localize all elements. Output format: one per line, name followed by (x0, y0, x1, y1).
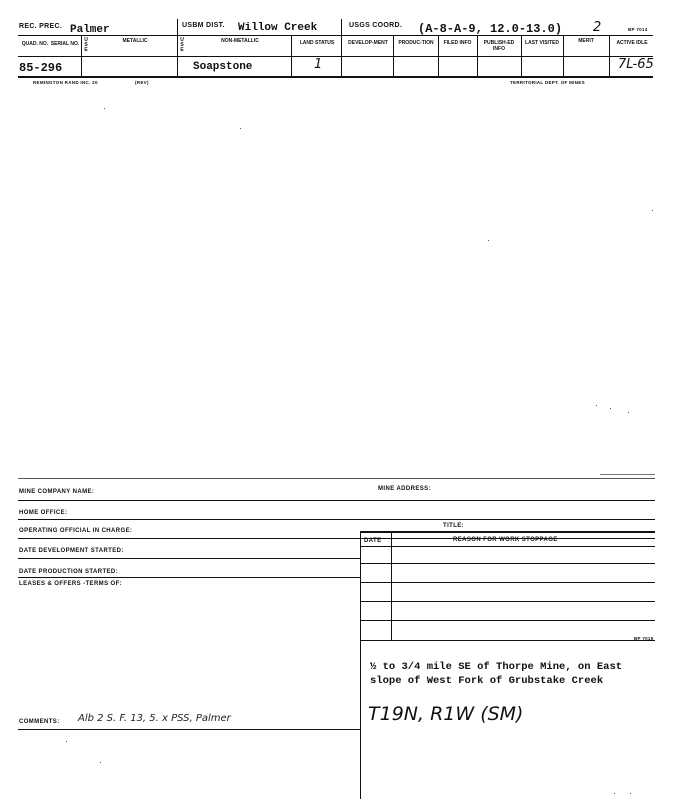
active-idle-value: 7L-65 (618, 57, 654, 72)
grid-line (609, 35, 610, 76)
rule-line (18, 729, 360, 730)
rule-line (18, 538, 655, 539)
scan-speck (66, 741, 67, 742)
grid-line (563, 35, 564, 76)
grid-line (477, 35, 478, 76)
header-nonmetallic: NON-METALLIC (221, 38, 259, 44)
rule-line (360, 563, 655, 564)
rule-line (360, 620, 655, 621)
scan-speck (240, 128, 241, 129)
scan-speck (630, 793, 631, 794)
leases-offers-label: LEASES & OFFERS -TERMS OF: (19, 581, 123, 587)
rule-line (360, 582, 655, 583)
township-note: T19N, R1W (SM) (368, 703, 524, 725)
grid-line (341, 19, 342, 76)
grid-line (18, 76, 653, 78)
rule-line (18, 519, 655, 520)
header-last-visited: LAST VISITED (525, 40, 559, 46)
usgs-coord-value: (A-8-A-9, 12.0-13.0) (418, 22, 563, 36)
date-header: DATE (364, 538, 382, 544)
date-production-started-label: DATE PRODUCTION STARTED: (19, 569, 119, 575)
grid-line (18, 35, 653, 36)
form-number-top: BP 7014 (628, 27, 648, 32)
header-merit: MERIT (578, 38, 594, 44)
scan-speck (652, 210, 653, 211)
grid-line (393, 35, 394, 76)
grid-line (291, 35, 292, 76)
header-use-metallic: U S E (84, 37, 88, 53)
rec-prec-value: Palmer (70, 24, 110, 36)
grid-line (438, 35, 439, 76)
form-number-bottom: BP 7015 (634, 636, 654, 641)
usgs-coord-label: USGS COORD. (349, 22, 403, 29)
scan-speck (488, 240, 489, 241)
department-label: TERRITORIAL DEPT. OF MINES (510, 80, 585, 85)
header-published-info: PUBLISH-ED INFO (483, 40, 515, 52)
location-note: ½ to 3/4 mile SE of Thorpe Mine, on East slope of West Fork of Grubstake Creek (370, 661, 623, 687)
usbm-dist-value: Willow Creek (238, 22, 318, 34)
card-curl-edge (600, 474, 655, 475)
rule-line (360, 601, 655, 602)
scan-speck (614, 793, 615, 794)
reason-header: REASON FOR WORK STOPPAGE (453, 537, 558, 543)
printer-line: REMINGTON RAND INC. 20 (33, 80, 98, 85)
rule-line (18, 500, 655, 501)
usbm-dist-label: USBM DIST. (182, 22, 225, 29)
date-development-started-label: DATE DEVELOPMENT STARTED: (19, 548, 124, 554)
grid-line (18, 56, 653, 57)
scan-speck (104, 108, 105, 109)
header-metallic: METALLIC (122, 38, 148, 44)
header-active-idle: ACTIVE IDLE (616, 40, 648, 46)
land-status-value: 1 (314, 57, 323, 72)
comments-label: COMMENTS: (19, 719, 60, 725)
rule-line (360, 546, 655, 547)
scan-speck (628, 412, 629, 413)
mine-company-name-label: MINE COMPANY NAME: (19, 489, 95, 495)
rec-prec-label: REC. PREC. (19, 23, 63, 30)
header-filed-info: FILED INFO (443, 40, 472, 46)
home-office-label: HOME OFFICE: (19, 510, 68, 516)
card-top-edge (18, 478, 655, 479)
scan-speck (596, 405, 597, 406)
header-serial-no: SERIAL NO. (50, 41, 80, 47)
operating-official-label: OPERATING OFFICIAL IN CHARGE: (19, 528, 133, 534)
header-quad-no: QUAD. NO. (21, 41, 49, 47)
mine-address-label: MINE ADDRESS: (378, 486, 431, 492)
rule-line (18, 577, 360, 578)
header-land-status: LAND STATUS (299, 40, 335, 46)
corner-mark: 2 (593, 20, 602, 35)
title-label: TITLE: (443, 523, 465, 529)
header-development: DEVELOP-MENT (348, 40, 388, 46)
column-divider (391, 531, 392, 640)
column-divider (360, 531, 361, 799)
nonmetallic-value: Soapstone (193, 61, 253, 73)
scan-speck (100, 762, 101, 763)
rule-line (18, 558, 360, 559)
grid-line (521, 35, 522, 76)
comments-value: Alb 2 S. F. 13, 5. x PSS, Palmer (78, 713, 231, 724)
header-use-nonmetallic: U S E (180, 37, 184, 53)
quad-serial-value: 85-296 (19, 61, 63, 75)
rule-line (360, 640, 655, 641)
rule-line (360, 531, 655, 533)
header-production: PRODUC-TION (398, 40, 434, 46)
scan-speck (610, 408, 611, 409)
printer-code: (REV) (135, 80, 149, 85)
